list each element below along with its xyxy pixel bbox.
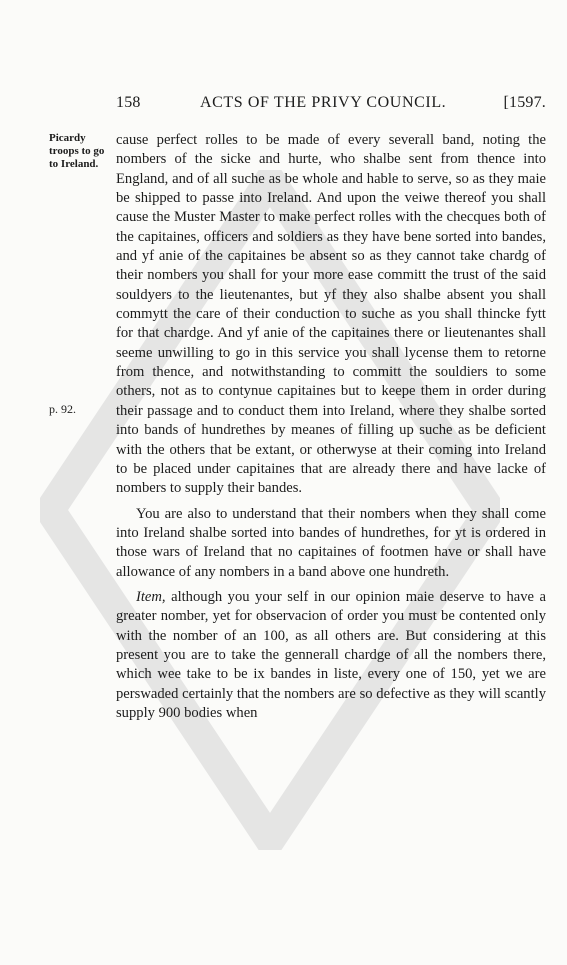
body-text (116, 131, 546, 723)
paragraph-3-text: although you your self in our opinion maie deserve to have a greater nomber, yet for observacion of order you must be contented only with the nomber of an 100, as all others are. But considering at this present you are to take the gennerall chardge of all the nombers there, which wee take to be ix bandes in liste, every one of 150, yet we are perswaded certainly that the nombers are so defective as they will scantly supply 900 bodies when (116, 588, 546, 721)
item-lead: Item, (136, 588, 166, 605)
margin-note-page-ref: p. 92. (49, 402, 76, 416)
paragraph-2: You are also to understand that their nombers when they shall come into Ireland shalbe sorted into bandes of hundrethes, for yt is ordered in those wars of Ireland that no capitaines of footmen have or shall have allowance of any nombers in a band above one hundreth. (116, 505, 546, 580)
margin-note-picardy: Picardy troops to go to Ireland. (49, 132, 105, 170)
page-number: 158 (116, 94, 141, 111)
header-year: [1597. (503, 94, 546, 111)
running-header (116, 94, 546, 114)
running-title: ACTS OF THE PRIVY COUNCIL. (200, 94, 447, 111)
paragraph-1: cause perfect rolles to be made of every severall band, noting the nombers of the sicke and hurte, who shalbe sent from thence into England, and of all suche as be whole and hable to serve, so as they maie be shipped to passe into Ireland. And upon the veiwe thereof you shall cause the Muster Master to make perfect rolles with the checques both of the capitaines, officers and soldiers as they have bene sorted into bandes, and yf anie of the capitaines be absent so as they cannot take chardg of their nombers you shall for your more ease committ the trust of the said souldyers to the lieutenantes, but yf they also shalbe absent you shall commytt the care of their conduction to suche as you shall thincke fytt for that chardge. And yf anie of the capitaines there or lieutenantes shall seeme unwilling to go in this service you shall lycense them to retorne from thence, and notwithstanding to committ the souldiers to some others, not as to contynue capitaines but to keepe them in order during their passage and to conduct them into Ireland, where they shalbe sorted into bands of hundrethes by meanes of filling up suche as be deficient with the others that be extant, or otherwyse at their coming into Ireland to be placed under capitaines that are already there and have lacke of nombers to supply their bandes. (116, 132, 546, 497)
paragraph-3 (116, 588, 546, 723)
